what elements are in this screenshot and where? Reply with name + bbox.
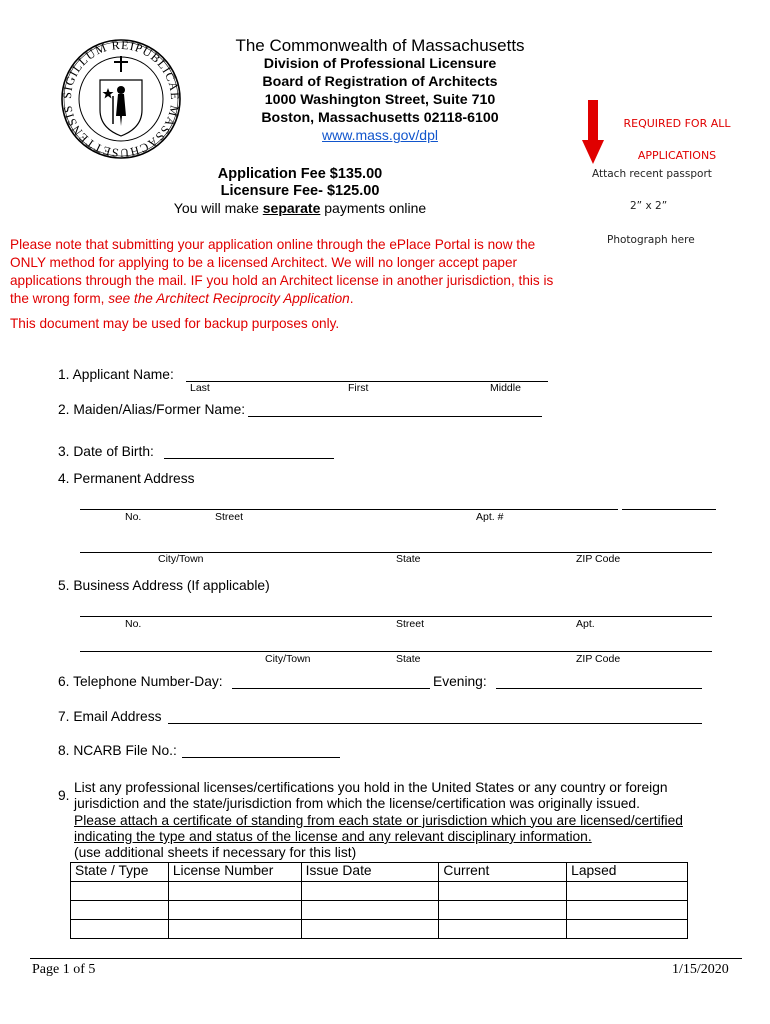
table-cell[interactable] [439, 882, 567, 901]
q5-label: 5. Business Address (If applicable) [58, 578, 270, 593]
separate-word: separate [262, 200, 321, 216]
q5-state-label: State [396, 653, 421, 665]
table-cell[interactable] [301, 882, 439, 901]
q9-instructions [74, 780, 724, 861]
table-cell[interactable] [567, 901, 688, 920]
ncarb-file-line[interactable] [182, 757, 340, 758]
col-issue-date: Issue Date [301, 863, 439, 882]
license-table [70, 862, 688, 939]
q1-last-label: Last [190, 382, 210, 394]
q9-number: 9. [58, 788, 70, 803]
q5-zip-label: ZIP Code [576, 653, 621, 665]
q5-apt-label: Apt. [576, 618, 595, 630]
application-fee: Application Fee $135.00 [217, 166, 383, 182]
photo-here-text: Photograph here [607, 234, 695, 246]
division-name: Division of Professional Licensure [263, 56, 497, 72]
daytime-phone-line[interactable] [232, 688, 430, 689]
table-cell[interactable] [168, 920, 301, 939]
table-row [71, 920, 688, 939]
q4-street-label: Street [215, 511, 244, 523]
q3-label: 3. Date of Birth: [58, 444, 154, 459]
table-cell[interactable] [168, 882, 301, 901]
document-title: The Commonwealth of Massachusetts [235, 36, 525, 55]
city-address: Boston, Massachusetts 02118-6100 [261, 110, 499, 126]
former-name-line[interactable] [248, 416, 542, 417]
table-cell[interactable] [71, 901, 169, 920]
col-state-type: State / Type [71, 863, 169, 882]
table-row [71, 901, 688, 920]
website-link[interactable]: www.mass.gov/dpl [322, 127, 438, 143]
notice-end: . [349, 291, 354, 306]
permanent-street-line[interactable] [80, 509, 618, 510]
q9-line-4: indicating the type and status of the license and any relevant disciplinary information. [74, 828, 592, 844]
page-number: Page 1 of 5 [32, 962, 96, 977]
q4-label: 4. Permanent Address [58, 471, 195, 486]
table-cell[interactable] [567, 920, 688, 939]
table-cell[interactable] [567, 882, 688, 901]
q7-label: 7. Email Address [58, 709, 162, 724]
q1-first-label: First [348, 382, 369, 394]
business-city-line[interactable] [80, 651, 712, 652]
table-cell[interactable] [301, 901, 439, 920]
date-of-birth-line[interactable] [164, 458, 334, 459]
q5-no-label: No. [125, 618, 142, 630]
q2-label: 2. Maiden/Alias/Former Name: [58, 402, 246, 417]
evening-phone-line[interactable] [496, 688, 702, 689]
q4-state-label: State [396, 553, 421, 565]
q9-line-1: List any professional licenses/certifications you hold in the United States or any country or foreign [74, 780, 668, 795]
col-license-number: License Number [168, 863, 301, 882]
separate-post: payments online [320, 200, 427, 216]
separate-payment-note [150, 200, 450, 216]
massachusetts-seal [60, 38, 182, 160]
table-cell[interactable] [71, 882, 169, 901]
street-address: 1000 Washington Street, Suite 710 [264, 92, 496, 108]
required-line-2: APPLICATIONS [637, 149, 717, 162]
license-table-header [71, 863, 688, 882]
backup-notice: This document may be used for backup purposes only. [10, 316, 340, 331]
table-cell[interactable] [168, 901, 301, 920]
red-arrow-icon [582, 100, 604, 164]
business-street-line[interactable] [80, 616, 712, 617]
revision-date: 1/15/2020 [672, 962, 729, 977]
q6-label: 6. Telephone Number-Day: [58, 674, 223, 689]
permanent-apt-line[interactable] [622, 509, 716, 510]
q9-line-2: jurisdiction and the state/jurisdiction from which the license/certification was originally issued. [74, 796, 640, 812]
q1-middle-label: Middle [490, 382, 521, 394]
q8-label: 8. NCARB File No.: [58, 743, 177, 758]
table-cell[interactable] [439, 901, 567, 920]
footer-divider [30, 958, 742, 959]
table-row [71, 882, 688, 901]
required-notice [618, 108, 736, 172]
separate-pre: You will make [173, 200, 263, 216]
notice-text: Please note that submitting your application online through the ePlace Portal is now the ONLY method for applying to be a licensed Architect. We will no longer accept paper applications through the mail. IF you hold an Architect license in another jurisdiction, this is the wrong form, [10, 237, 554, 306]
board-name: Board of Registration of Architects [262, 74, 498, 90]
q9-line-3: Please attach a certificate of standing from each state or jurisdiction which you are licensed/certified [74, 812, 683, 828]
photo-attach-text: Attach recent passport [592, 168, 712, 180]
table-cell[interactable] [71, 920, 169, 939]
q4-city-label: City/Town [158, 553, 204, 565]
reciprocity-reference: see the Architect Reciprocity Application [108, 291, 350, 306]
table-cell[interactable] [439, 920, 567, 939]
eplace-notice [10, 236, 560, 308]
q4-no-label: No. [125, 511, 142, 523]
photo-size-text: 2” x 2” [630, 200, 668, 212]
col-current: Current [439, 863, 567, 882]
email-line[interactable] [168, 723, 702, 724]
q5-city-label: City/Town [265, 653, 311, 665]
col-lapsed: Lapsed [567, 863, 688, 882]
q5-street-label: Street [396, 618, 425, 630]
q9-line-5: (use additional sheets if necessary for this list) [74, 845, 357, 861]
table-cell[interactable] [301, 920, 439, 939]
q6-evening-label: Evening: [433, 674, 487, 689]
licensure-fee: Licensure Fee- $125.00 [220, 183, 380, 199]
q4-apt-label: Apt. # [476, 511, 504, 523]
q1-label: 1. Applicant Name: [58, 367, 174, 382]
required-line-1: REQUIRED FOR ALL [623, 117, 731, 130]
q4-zip-label: ZIP Code [576, 553, 621, 565]
svg-text:SIGILLUM REIPUBLICAE MASSACHUS: SIGILLUM REIPUBLICAE MASSACHUSETTENSIS [60, 38, 182, 160]
